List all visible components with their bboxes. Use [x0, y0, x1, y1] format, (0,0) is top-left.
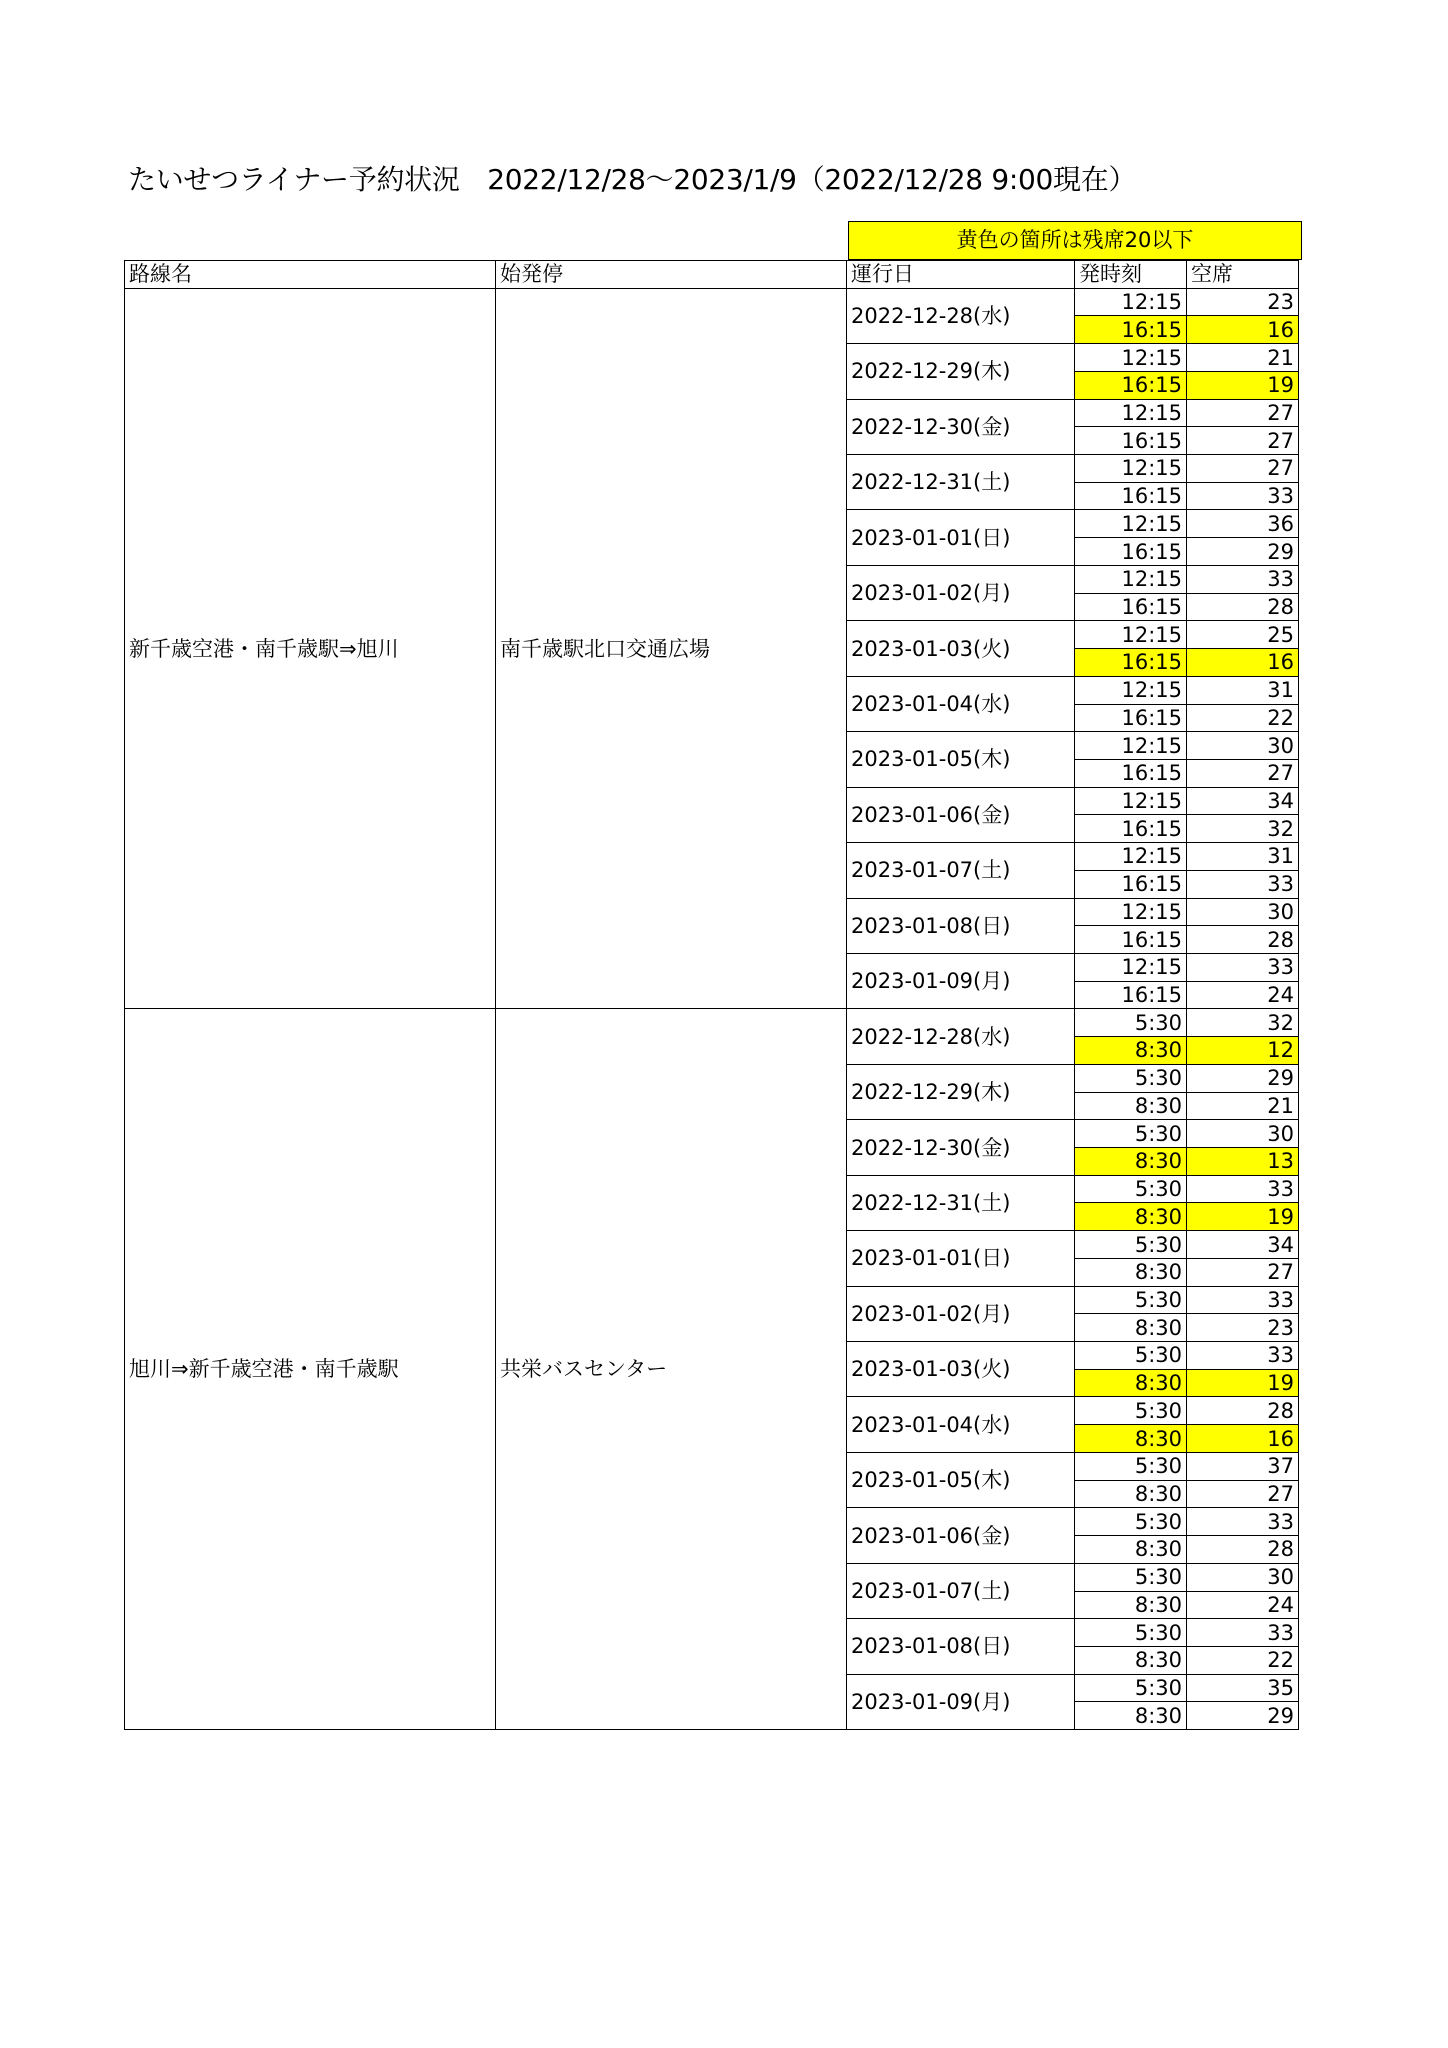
departure-time-cell: 12:15 — [1075, 455, 1187, 483]
available-seats-cell: 16 — [1187, 1425, 1299, 1453]
page-title: たいせつライナー予約状況 2022/12/28〜2023/1/9（2022/12/28 9:00現在） — [128, 163, 1137, 196]
departure-time-cell: 8:30 — [1075, 1646, 1187, 1674]
service-date-cell: 2022-12-30(金) — [847, 1120, 1075, 1175]
departure-time-cell: 5:30 — [1075, 1674, 1187, 1702]
route-name-cell: 旭川⇒新千歳空港・南千歳駅 — [125, 1009, 496, 1730]
available-seats-cell: 12 — [1187, 1037, 1299, 1065]
available-seats-cell: 33 — [1187, 1342, 1299, 1370]
departure-time-cell: 12:15 — [1075, 898, 1187, 926]
available-seats-cell: 33 — [1187, 1286, 1299, 1314]
table-body — [125, 288, 1299, 1729]
departure-time-cell: 8:30 — [1075, 1203, 1187, 1231]
table-row — [125, 288, 1299, 316]
service-date-cell: 2023-01-04(水) — [847, 1397, 1075, 1452]
departure-time-cell: 16:15 — [1075, 870, 1187, 898]
departure-time-cell: 8:30 — [1075, 1480, 1187, 1508]
service-date-cell: 2023-01-05(木) — [847, 1452, 1075, 1507]
available-seats-cell: 36 — [1187, 510, 1299, 538]
header-date: 運行日 — [847, 261, 1075, 289]
service-date-cell: 2023-01-09(月) — [847, 1674, 1075, 1729]
departure-time-cell: 12:15 — [1075, 676, 1187, 704]
service-date-cell: 2022-12-29(木) — [847, 344, 1075, 399]
service-date-cell: 2022-12-29(木) — [847, 1064, 1075, 1119]
available-seats-cell: 28 — [1187, 593, 1299, 621]
service-date-cell: 2023-01-03(火) — [847, 1342, 1075, 1397]
departure-time-cell: 5:30 — [1075, 1508, 1187, 1536]
departure-time-cell: 8:30 — [1075, 1536, 1187, 1564]
departure-time-cell: 5:30 — [1075, 1619, 1187, 1647]
departure-time-cell: 16:15 — [1075, 482, 1187, 510]
available-seats-cell: 33 — [1187, 565, 1299, 593]
origin-stop-cell: 南千歳駅北口交通広場 — [496, 288, 847, 1009]
available-seats-cell: 33 — [1187, 482, 1299, 510]
available-seats-cell: 28 — [1187, 1536, 1299, 1564]
available-seats-cell: 35 — [1187, 1674, 1299, 1702]
departure-time-cell: 16:15 — [1075, 704, 1187, 732]
available-seats-cell: 23 — [1187, 288, 1299, 316]
service-date-cell: 2023-01-06(金) — [847, 1508, 1075, 1563]
service-date-cell: 2023-01-01(日) — [847, 510, 1075, 565]
departure-time-cell: 8:30 — [1075, 1425, 1187, 1453]
departure-time-cell: 5:30 — [1075, 1231, 1187, 1259]
available-seats-cell: 31 — [1187, 843, 1299, 871]
departure-time-cell: 8:30 — [1075, 1258, 1187, 1286]
departure-time-cell: 12:15 — [1075, 344, 1187, 372]
departure-time-cell: 8:30 — [1075, 1314, 1187, 1342]
departure-time-cell: 12:15 — [1075, 399, 1187, 427]
available-seats-cell: 19 — [1187, 371, 1299, 399]
available-seats-cell: 25 — [1187, 621, 1299, 649]
departure-time-cell: 16:15 — [1075, 371, 1187, 399]
available-seats-cell: 27 — [1187, 1258, 1299, 1286]
service-date-cell: 2023-01-02(月) — [847, 1286, 1075, 1341]
departure-time-cell: 12:15 — [1075, 732, 1187, 760]
departure-time-cell: 16:15 — [1075, 981, 1187, 1009]
available-seats-cell: 30 — [1187, 732, 1299, 760]
service-date-cell: 2022-12-28(水) — [847, 288, 1075, 343]
departure-time-cell: 12:15 — [1075, 288, 1187, 316]
available-seats-cell: 27 — [1187, 1480, 1299, 1508]
service-date-cell: 2022-12-31(土) — [847, 455, 1075, 510]
available-seats-cell: 32 — [1187, 1009, 1299, 1037]
available-seats-cell: 28 — [1187, 926, 1299, 954]
departure-time-cell: 5:30 — [1075, 1009, 1187, 1037]
available-seats-cell: 16 — [1187, 649, 1299, 677]
available-seats-cell: 30 — [1187, 1120, 1299, 1148]
available-seats-cell: 27 — [1187, 455, 1299, 483]
departure-time-cell: 16:15 — [1075, 593, 1187, 621]
departure-time-cell: 5:30 — [1075, 1452, 1187, 1480]
origin-stop-cell: 共栄バスセンター — [496, 1009, 847, 1730]
departure-time-cell: 16:15 — [1075, 538, 1187, 566]
header-stop: 始発停 — [496, 261, 847, 289]
available-seats-cell: 24 — [1187, 1591, 1299, 1619]
departure-time-cell: 8:30 — [1075, 1591, 1187, 1619]
departure-time-cell: 12:15 — [1075, 787, 1187, 815]
available-seats-cell: 30 — [1187, 898, 1299, 926]
available-seats-cell: 33 — [1187, 1619, 1299, 1647]
available-seats-cell: 24 — [1187, 981, 1299, 1009]
service-date-cell: 2022-12-30(金) — [847, 399, 1075, 454]
departure-time-cell: 5:30 — [1075, 1286, 1187, 1314]
departure-time-cell: 16:15 — [1075, 427, 1187, 455]
departure-time-cell: 16:15 — [1075, 759, 1187, 787]
departure-time-cell: 8:30 — [1075, 1369, 1187, 1397]
available-seats-cell: 16 — [1187, 316, 1299, 344]
available-seats-cell: 21 — [1187, 1092, 1299, 1120]
available-seats-cell: 30 — [1187, 1563, 1299, 1591]
departure-time-cell: 12:15 — [1075, 953, 1187, 981]
departure-time-cell: 5:30 — [1075, 1120, 1187, 1148]
service-date-cell: 2023-01-05(木) — [847, 732, 1075, 787]
service-date-cell: 2023-01-02(月) — [847, 565, 1075, 620]
header-seats: 空席 — [1187, 261, 1299, 289]
service-date-cell: 2023-01-06(金) — [847, 787, 1075, 842]
available-seats-cell: 33 — [1187, 870, 1299, 898]
service-date-cell: 2023-01-07(土) — [847, 843, 1075, 898]
departure-time-cell: 8:30 — [1075, 1092, 1187, 1120]
table-row — [125, 1009, 1299, 1037]
service-date-cell: 2023-01-09(月) — [847, 953, 1075, 1008]
service-date-cell: 2023-01-01(日) — [847, 1231, 1075, 1286]
available-seats-cell: 13 — [1187, 1148, 1299, 1176]
available-seats-cell: 27 — [1187, 427, 1299, 455]
header-row — [125, 261, 1299, 289]
departure-time-cell: 12:15 — [1075, 510, 1187, 538]
available-seats-cell: 29 — [1187, 1702, 1299, 1730]
departure-time-cell: 5:30 — [1075, 1064, 1187, 1092]
service-date-cell: 2023-01-03(火) — [847, 621, 1075, 676]
header-time: 発時刻 — [1075, 261, 1187, 289]
departure-time-cell: 16:15 — [1075, 926, 1187, 954]
available-seats-cell: 23 — [1187, 1314, 1299, 1342]
available-seats-cell: 27 — [1187, 759, 1299, 787]
route-name-cell: 新千歳空港・南千歳駅⇒旭川 — [125, 288, 496, 1009]
service-date-cell: 2023-01-07(土) — [847, 1563, 1075, 1618]
service-date-cell: 2023-01-08(日) — [847, 898, 1075, 953]
available-seats-cell: 19 — [1187, 1203, 1299, 1231]
legend-note: 黄色の箇所は残席20以下 — [848, 221, 1302, 260]
departure-time-cell: 8:30 — [1075, 1702, 1187, 1730]
available-seats-cell: 31 — [1187, 676, 1299, 704]
available-seats-cell: 19 — [1187, 1369, 1299, 1397]
available-seats-cell: 33 — [1187, 1175, 1299, 1203]
available-seats-cell: 29 — [1187, 1064, 1299, 1092]
departure-time-cell: 8:30 — [1075, 1037, 1187, 1065]
available-seats-cell: 34 — [1187, 787, 1299, 815]
available-seats-cell: 21 — [1187, 344, 1299, 372]
departure-time-cell: 5:30 — [1075, 1175, 1187, 1203]
available-seats-cell: 28 — [1187, 1397, 1299, 1425]
departure-time-cell: 5:30 — [1075, 1342, 1187, 1370]
departure-time-cell: 16:15 — [1075, 316, 1187, 344]
available-seats-cell: 37 — [1187, 1452, 1299, 1480]
departure-time-cell: 12:15 — [1075, 843, 1187, 871]
available-seats-cell: 33 — [1187, 1508, 1299, 1536]
reservation-table — [124, 260, 1299, 1730]
available-seats-cell: 27 — [1187, 399, 1299, 427]
available-seats-cell: 33 — [1187, 953, 1299, 981]
service-date-cell: 2023-01-08(日) — [847, 1619, 1075, 1674]
departure-time-cell: 16:15 — [1075, 815, 1187, 843]
available-seats-cell: 34 — [1187, 1231, 1299, 1259]
departure-time-cell: 8:30 — [1075, 1148, 1187, 1176]
header-route: 路線名 — [125, 261, 496, 289]
departure-time-cell: 5:30 — [1075, 1563, 1187, 1591]
service-date-cell: 2022-12-28(水) — [847, 1009, 1075, 1064]
departure-time-cell: 12:15 — [1075, 621, 1187, 649]
departure-time-cell: 12:15 — [1075, 565, 1187, 593]
service-date-cell: 2023-01-04(水) — [847, 676, 1075, 731]
departure-time-cell: 5:30 — [1075, 1397, 1187, 1425]
available-seats-cell: 22 — [1187, 1646, 1299, 1674]
available-seats-cell: 29 — [1187, 538, 1299, 566]
available-seats-cell: 32 — [1187, 815, 1299, 843]
service-date-cell: 2022-12-31(土) — [847, 1175, 1075, 1230]
available-seats-cell: 22 — [1187, 704, 1299, 732]
departure-time-cell: 16:15 — [1075, 649, 1187, 677]
